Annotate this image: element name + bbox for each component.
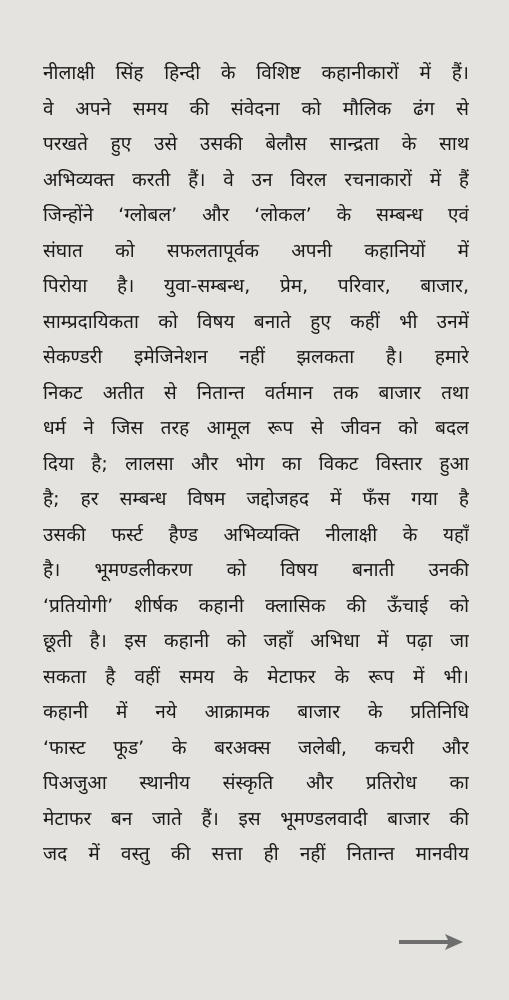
text-line: ‘फास्ट फूड’ के बरअक्स जलेबी, कचरी और <box>43 736 469 759</box>
text-line: निकट अतीत से नितान्त वर्तमान तक बाजार तथा <box>43 381 469 404</box>
text-line: पिरोया है। युवा-सम्बन्ध, प्रेम, परिवार, बाजार, <box>43 275 469 297</box>
text-line: संघात को सफलतापूर्वक अपनी कहानियों में <box>43 239 469 262</box>
text-line: सकता है वहीं समय के मेटाफर के रूप में भी। <box>43 665 469 688</box>
text-line: वे अपने समय की संवेदना को मौलिक ढंग से <box>43 97 469 120</box>
text-line: मेटाफर बन जाते हैं। इस भूमण्डलवादी बाजार की <box>43 807 469 830</box>
text-line: है; हर सम्बन्ध विषम जद्दोजहद में फँस गया है <box>43 488 469 510</box>
arrow-right-icon[interactable] <box>397 930 465 954</box>
text-line: सेकण्डरी इमेजिनेशन नहीं झलकता है। हमारे <box>43 346 469 368</box>
text-line: धर्म ने जिस तरह आमूल रूप से जीवन को बदल <box>43 417 469 439</box>
text-line: उसकी फर्स्ट हैण्ड अभिव्यक्ति नीलाक्षी के यहाँ <box>43 523 469 546</box>
text-line: परखते हुए उसे उसकी बेलौस सान्द्रता के साथ <box>43 133 469 155</box>
page-text <box>43 56 469 873</box>
text-line: पिअजुआ स्थानीय संस्कृति और प्रतिरोध का <box>43 772 469 794</box>
text-line: ‘प्रतियोगी’ शीर्षक कहानी क्लासिक की ऊँचाई को <box>43 594 469 617</box>
text-line: साम्प्रदायिकता को विषय बनाते हुए कहीं भी उनमें <box>43 310 469 333</box>
text-line: कहानी में नये आक्रामक बाजार के प्रतिनिधि <box>43 701 469 723</box>
text-line: नीलाक्षी सिंह हिन्दी के विशिष्ट कहानीकारों में हैं। <box>43 62 469 84</box>
text-line: है। भूमण्डलीकरण को विषय बनाती उनकी <box>43 559 469 581</box>
text-line: जद में वस्तु की सत्ता ही नहीं नितान्त मानवीय <box>43 843 469 865</box>
text-line: जिन्होंने ‘ग्लोबल’ और ‘लोकल’ के सम्बन्ध एवं <box>43 204 469 226</box>
text-line: अभिव्यक्त करती हैं। वे उन विरल रचनाकारों में हैं <box>43 168 469 191</box>
text-line: दिया है; लालसा और भोग का विकट विस्तार हुआ <box>43 452 469 475</box>
text-line: छूती है। इस कहानी को जहाँ अभिधा में पढ़ा जा <box>43 630 469 652</box>
